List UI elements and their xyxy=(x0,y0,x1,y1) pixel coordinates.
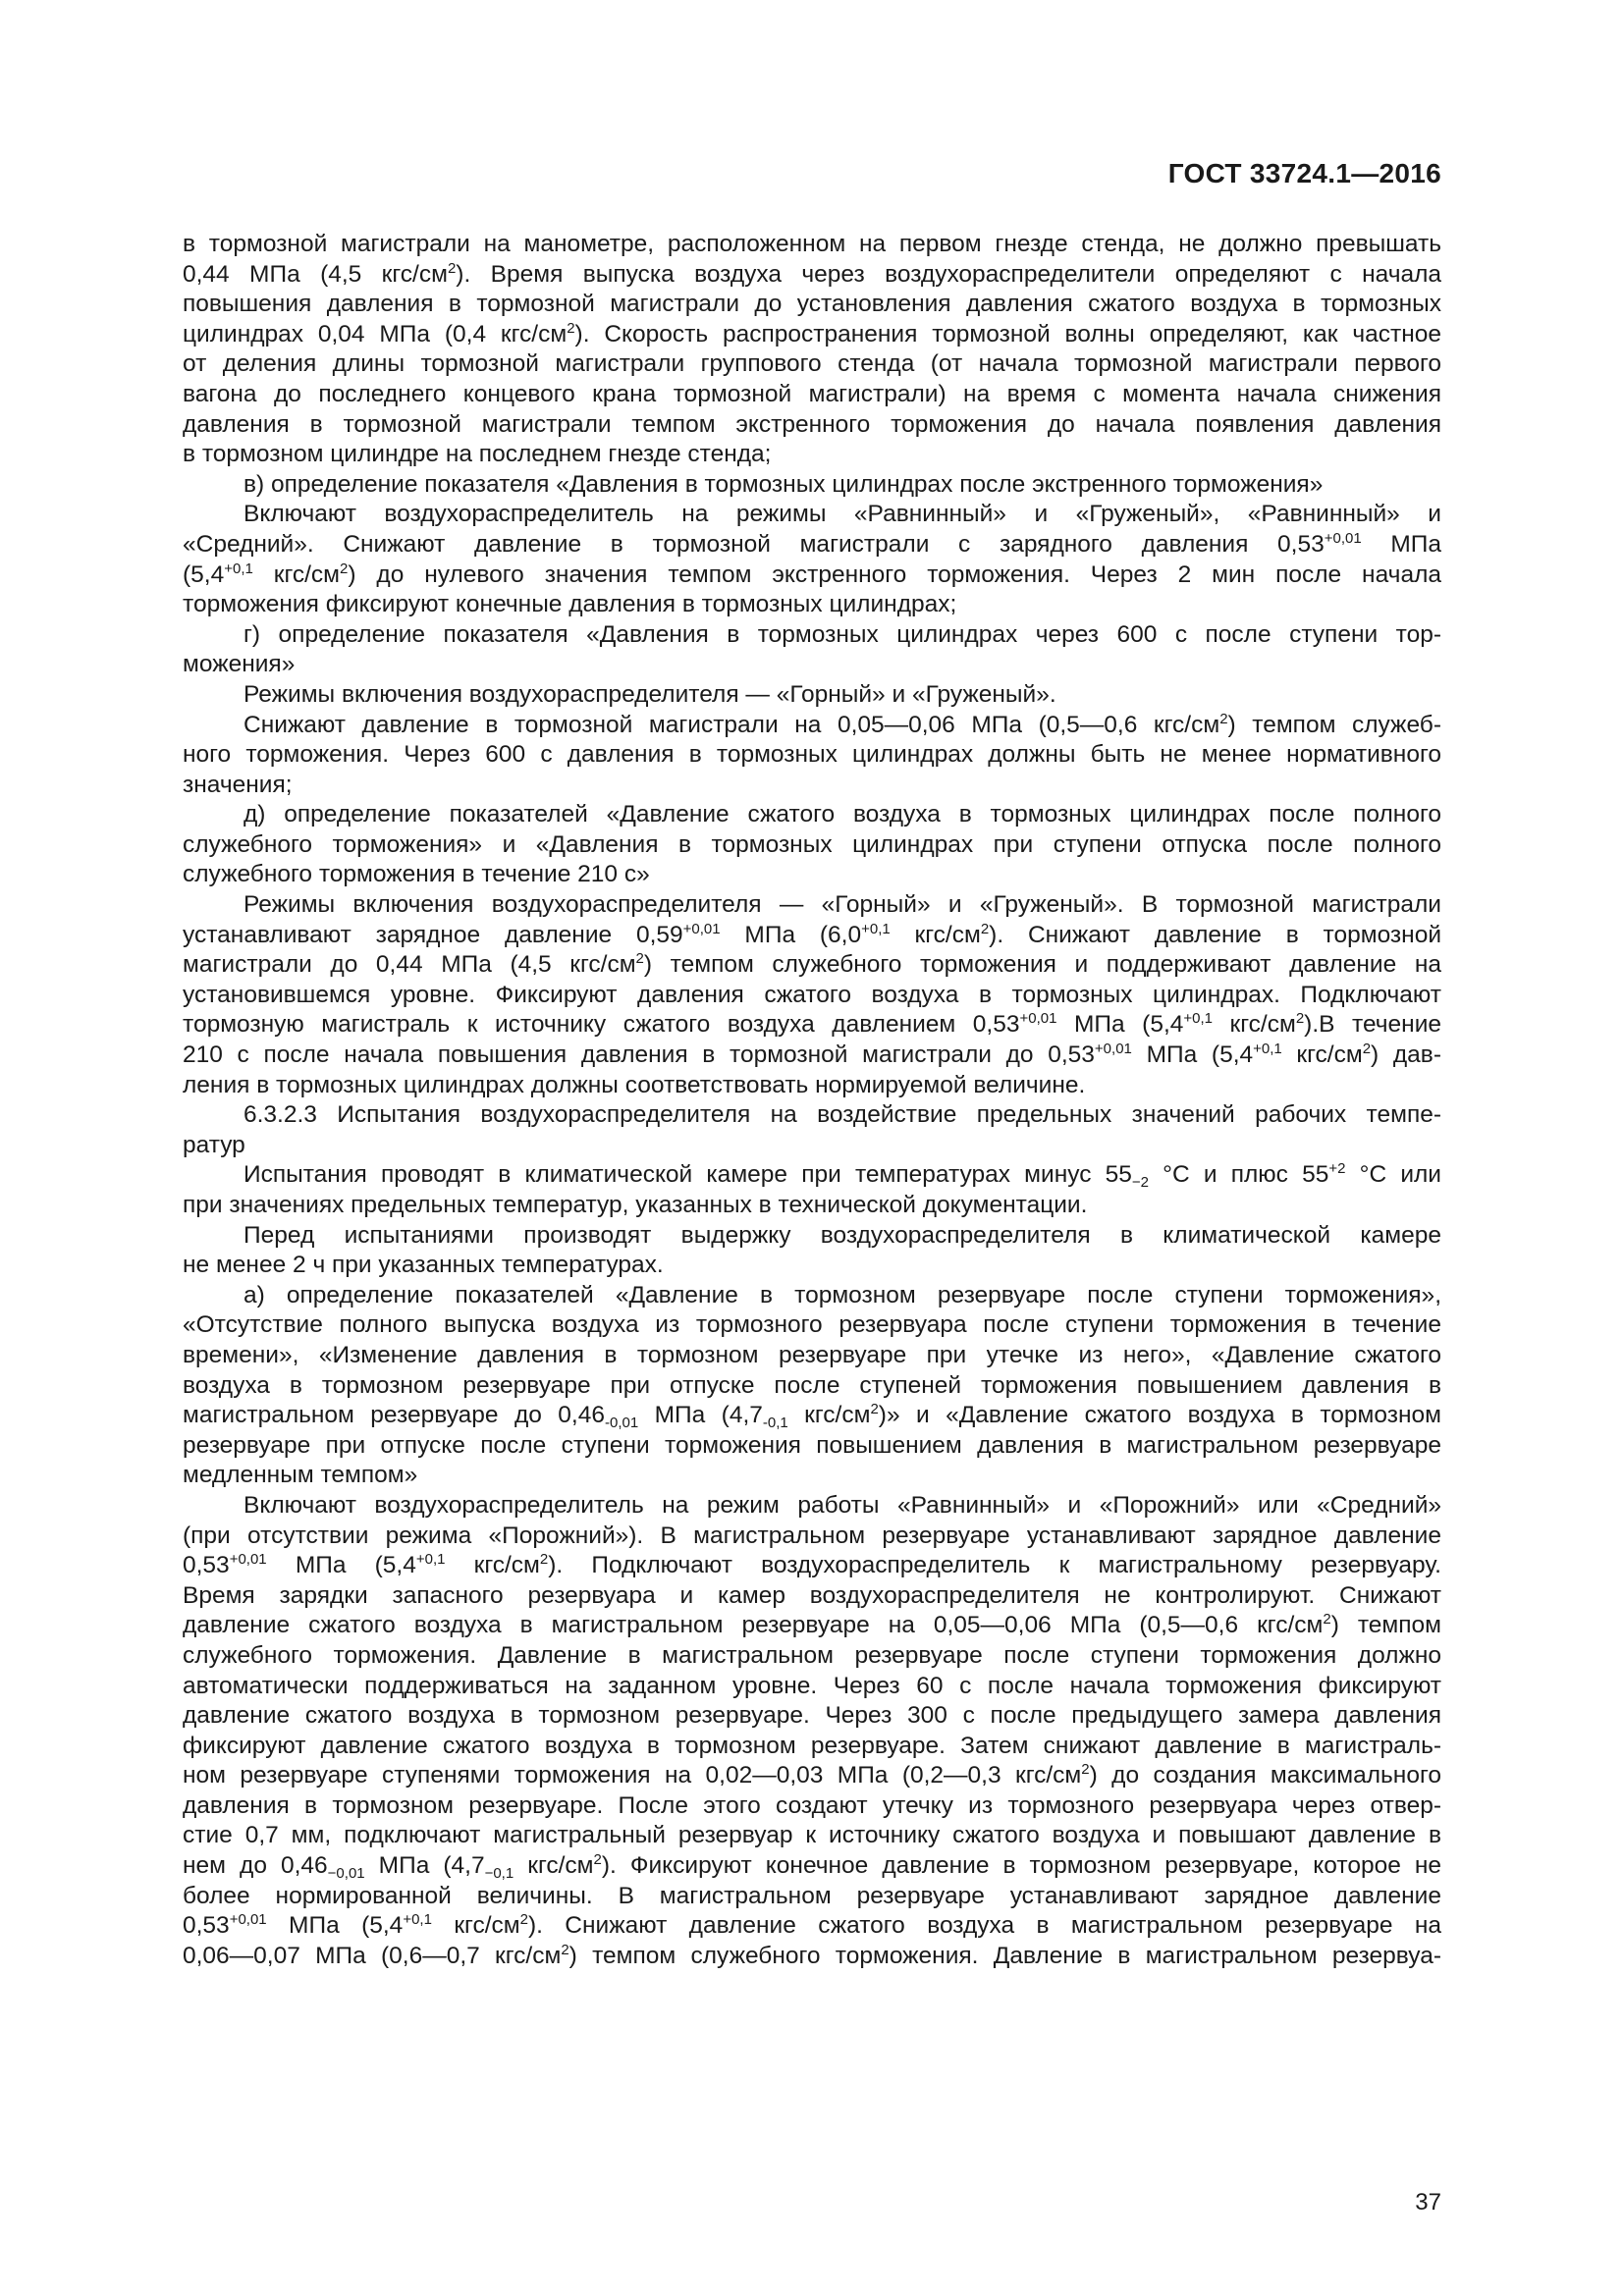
text-run: а) определение показателей «Давление в тормозном резервуаре после ступени торможения», xyxy=(243,1281,1441,1308)
text-run: «Средний». Снижают давление в тормозной магистрали с зарядного давления 0,53 xyxy=(183,530,1325,558)
text-run: Режимы включения воздухораспределителя — «Горный» и «Груженый». В тормозной магистрали xyxy=(243,891,1441,919)
text-run: МПа (5,4 xyxy=(1056,1011,1184,1039)
text-run: от деления длины тормозной магистрали группового стенда (от начала тормозной магистрали первого xyxy=(183,350,1441,378)
text-line xyxy=(183,1732,1441,1762)
text-run: значения; xyxy=(183,771,293,798)
text-run: кгс/см xyxy=(252,561,341,588)
superscript: +0,1 xyxy=(1183,1010,1214,1028)
text-run: ). Время выпуска воздуха через воздухораспределители определяют с начала xyxy=(456,260,1442,288)
text-line xyxy=(183,890,1441,921)
superscript: 2 xyxy=(539,1551,549,1569)
text-line xyxy=(183,230,1441,260)
text-line xyxy=(183,860,1441,890)
text-run: тормозную магистраль к источнику сжатого воздуха давлением 0,53 xyxy=(183,1011,1020,1039)
text-line xyxy=(183,1611,1441,1641)
text-run: Включают воздухораспределитель на режим работы «Равнинный» и «Порожний» или «Средний» xyxy=(243,1491,1441,1519)
text-line xyxy=(183,590,1441,620)
text-run: магистральном резервуаре до 0,46 xyxy=(183,1402,605,1429)
superscript: +0,01 xyxy=(1094,1041,1132,1058)
superscript: 2 xyxy=(1081,1761,1090,1779)
text-run: 0,53 xyxy=(183,1912,230,1940)
text-run: °С или xyxy=(1345,1161,1441,1189)
superscript: 2 xyxy=(1219,710,1228,727)
text-run: ) темпом xyxy=(1330,1612,1441,1639)
text-run: в тормозном цилиндре на последнем гнезде стенда; xyxy=(183,441,772,468)
text-run: 6.3.2.3 Испытания воздухораспределителя на воздействие предельных значений рабочих темпе- xyxy=(243,1101,1441,1129)
text-run: служебного торможения в течение 210 с» xyxy=(183,861,650,888)
superscript: +0,1 xyxy=(224,560,253,577)
text-run: установившемся уровне. Фиксируют давления сжатого воздуха в тормозных цилиндрах. Подключают xyxy=(183,981,1441,1008)
text-line xyxy=(183,740,1441,771)
text-run: ного торможения. Через 600 с давления в тормозных цилиндрах должны быть не менее нормативного xyxy=(183,741,1441,769)
text-line xyxy=(183,711,1441,741)
text-line xyxy=(183,470,1441,501)
text-run: устанавливают зарядное давление 0,59 xyxy=(183,921,683,948)
text-run: °С и плюс 55 xyxy=(1149,1161,1329,1189)
superscript: 2 xyxy=(519,1911,528,1929)
superscript: 2 xyxy=(870,1401,879,1418)
text-run: «Отсутствие полного выпуска воздуха из тормозного резервуара после ступени торможения в течение xyxy=(183,1311,1441,1339)
text-run: Снижают давление в тормозной магистрали на 0,05—0,06 МПа (0,5—0,6 кгс/см xyxy=(243,711,1220,738)
text-line xyxy=(183,1641,1441,1672)
text-run: МПа (4,7 xyxy=(364,1852,485,1880)
text-run: ном резервуаре ступенями торможения на 0,02—0,03 МПа (0,2—0,3 кгс/см xyxy=(183,1762,1082,1789)
text-line xyxy=(183,1041,1441,1071)
text-line xyxy=(183,921,1441,951)
subscript: −2 xyxy=(1131,1174,1149,1192)
text-run: МПа (5,4 xyxy=(1131,1041,1254,1069)
text-line xyxy=(183,1221,1441,1252)
subscript: −0,1 xyxy=(484,1865,514,1883)
text-run: в) определение показателя «Давления в тормозных цилиндрах после экстренного торможения» xyxy=(243,470,1324,498)
text-line xyxy=(183,1491,1441,1522)
text-run: времени», «Изменение давления в тормозном резервуаре при утечке из него», «Давление сжатого xyxy=(183,1341,1441,1368)
body-text xyxy=(183,230,1441,1971)
text-line xyxy=(183,981,1441,1011)
text-run: кгс/см xyxy=(1281,1041,1363,1069)
text-run: автоматически поддерживаться на заданном уровне. Через 60 с после начала торможения фиксируют xyxy=(183,1672,1441,1699)
text-line xyxy=(183,1851,1441,1882)
text-run: кгс/см xyxy=(890,921,981,948)
text-run: не менее 2 ч при указанных температурах. xyxy=(183,1252,664,1279)
text-line xyxy=(183,1942,1441,1972)
text-line xyxy=(183,1522,1441,1552)
text-run: можения» xyxy=(183,651,296,678)
text-line xyxy=(183,1251,1441,1281)
subscript: −0,01 xyxy=(327,1865,365,1883)
text-run: ) до нулевого значения темпом экстренного торможения. Через 2 мин после начала xyxy=(348,561,1441,588)
text-run: кгс/см xyxy=(431,1912,520,1940)
text-line xyxy=(183,1791,1441,1822)
text-line xyxy=(183,650,1441,680)
superscript: 2 xyxy=(1323,1611,1331,1629)
subscript: -0,1 xyxy=(762,1415,788,1432)
text-run: стие 0,7 мм, подключают магистральный резервуар к источнику сжатого воздуха и повышают давление в xyxy=(183,1822,1441,1849)
superscript: 2 xyxy=(1295,1010,1305,1028)
text-run: фиксируют давление сжатого воздуха в тормозном резервуаре. Затем снижают давление в магистраль- xyxy=(183,1732,1441,1759)
text-line xyxy=(183,260,1441,291)
superscript: 2 xyxy=(635,950,644,968)
text-run: МПа (4,7 xyxy=(638,1402,763,1429)
text-run: (5,4 xyxy=(183,561,225,588)
text-run: давление сжатого воздуха в магистральном резервуаре на 0,05—0,06 МПа (0,5—0,6 кгс/см xyxy=(183,1612,1324,1639)
superscript: +0,1 xyxy=(415,1551,446,1569)
text-run: ) темпом служебного торможения. Давление в магистральном резервуа- xyxy=(568,1942,1441,1969)
text-run: давления в тормозном резервуаре. После этого создают утечку из тормозного резервуара через отвер- xyxy=(183,1791,1441,1819)
superscript: 2 xyxy=(447,259,457,277)
text-line xyxy=(183,1551,1441,1581)
text-run: Включают воздухораспределитель на режимы «Равнинный» и «Груженый», «Равнинный» и xyxy=(243,501,1441,528)
text-line xyxy=(183,1461,1441,1491)
superscript: 2 xyxy=(1362,1041,1372,1058)
text-run: вагона до последнего концевого крана тормозной магистрали) на время с момента начала снижения xyxy=(183,380,1441,407)
text-run: торможения фиксируют конечные давления в тормозных цилиндрах; xyxy=(183,591,957,618)
superscript: 2 xyxy=(980,920,990,937)
text-run: 0,44 МПа (4,5 кгс/см xyxy=(183,260,448,288)
text-run: служебного торможения» и «Давления в тормозных цилиндрах при ступени отпуска после полного xyxy=(183,830,1441,858)
text-run: магистрали до 0,44 МПа (4,5 кгс/см xyxy=(183,951,636,979)
text-line xyxy=(183,1761,1441,1791)
superscript: +0,01 xyxy=(1019,1010,1057,1028)
superscript: +0,1 xyxy=(1253,1041,1282,1058)
text-run: г) определение показателя «Давления в тормозных цилиндрах через 600 с после ступени тор- xyxy=(243,620,1441,648)
text-run: кгс/см xyxy=(787,1402,871,1429)
text-run: МПа (6,0 xyxy=(720,921,862,948)
text-line xyxy=(183,410,1441,441)
superscript: +2 xyxy=(1328,1160,1346,1178)
text-run: кгс/см xyxy=(514,1852,594,1880)
text-run: ). Подключают воздухораспределитель к магистральному резервуару. xyxy=(548,1552,1441,1579)
text-line xyxy=(183,1341,1441,1371)
text-run: МПа (5,4 xyxy=(266,1912,404,1940)
text-run: ) дав- xyxy=(1371,1041,1441,1069)
text-run: МПа xyxy=(1361,530,1441,558)
text-run: (при отсутствии режима «Порожний»). В магистральном резервуаре устанавливают зарядное давление xyxy=(183,1522,1441,1549)
text-line xyxy=(183,1310,1441,1341)
superscript: +0,01 xyxy=(682,920,721,937)
text-run: медленным темпом» xyxy=(183,1462,418,1489)
text-line xyxy=(183,620,1441,651)
document-code: ГОСТ 33724.1—2016 xyxy=(1167,158,1441,188)
text-line xyxy=(183,561,1441,591)
text-line xyxy=(183,800,1441,830)
text-run: ратур xyxy=(183,1131,245,1158)
text-line xyxy=(183,440,1441,470)
page-number: 37 xyxy=(1415,2189,1441,2216)
text-run: нем до 0,46 xyxy=(183,1852,328,1880)
text-line xyxy=(183,1672,1441,1702)
text-line xyxy=(183,1821,1441,1851)
text-line xyxy=(183,500,1441,530)
text-run: более нормированной величины. В магистральном резервуаре устанавливают зарядное давление xyxy=(183,1882,1441,1909)
text-run: ). Снижают давление сжатого воздуха в магистральном резервуаре на xyxy=(527,1912,1442,1940)
text-line xyxy=(183,349,1441,380)
text-line xyxy=(183,1581,1441,1612)
text-line xyxy=(183,1882,1441,1912)
text-line xyxy=(183,1431,1441,1462)
text-run: служебного торможения. Давление в магистральном резервуаре после ступени торможения должно xyxy=(183,1641,1441,1669)
superscript: +0,1 xyxy=(403,1911,432,1929)
text-run: кгс/см xyxy=(445,1552,540,1579)
superscript: 2 xyxy=(340,560,349,577)
text-line xyxy=(183,830,1441,861)
text-run: ). Фиксируют конечное давление в тормозном резервуаре, которое не xyxy=(601,1852,1442,1880)
text-run: д) определение показателей «Давление сжатого воздуха в тормозных цилиндрах после полного xyxy=(243,801,1441,828)
text-line xyxy=(183,1701,1441,1732)
text-run: цилиндрах 0,04 МПа (0,4 кгс/см xyxy=(183,320,568,347)
text-line xyxy=(183,1071,1441,1101)
text-run: повышения давления в тормозной магистрали до установления давления сжатого воздуха в тормозных xyxy=(183,291,1441,318)
text-line xyxy=(183,1100,1441,1131)
text-run: воздуха в тормозном резервуаре при отпуске после ступеней торможения повышением давления в xyxy=(183,1371,1441,1399)
text-run: Режимы включения воздухораспределителя — «Горный» и «Груженый». xyxy=(243,680,1056,708)
text-run: давления в тормозной магистрали темпом экстренного торможения до начала появления давления xyxy=(183,410,1441,438)
text-run: кгс/см xyxy=(1213,1011,1296,1039)
text-line xyxy=(183,1191,1441,1221)
subscript: -0,01 xyxy=(604,1415,639,1432)
superscript: 2 xyxy=(561,1941,569,1958)
text-run: ).В течение xyxy=(1304,1011,1441,1039)
text-line xyxy=(183,1281,1441,1311)
superscript: 2 xyxy=(567,319,575,337)
superscript: +0,01 xyxy=(229,1551,267,1569)
text-run: ). Снижают давление в тормозной xyxy=(989,921,1442,948)
superscript: +0,01 xyxy=(229,1911,267,1929)
text-run: резервуаре при отпуске после ступени торможения повышением давления в магистральном резервуаре xyxy=(183,1431,1441,1459)
text-run: ления в тормозных цилиндрах должны соответствовать нормируемой величине. xyxy=(183,1071,1086,1098)
text-run: )» и «Давление сжатого воздуха в тормозном xyxy=(878,1402,1441,1429)
text-line xyxy=(183,380,1441,410)
text-line xyxy=(183,1371,1441,1402)
superscript: +0,01 xyxy=(1324,529,1362,547)
text-line xyxy=(183,1131,1441,1161)
text-line xyxy=(183,1401,1441,1431)
text-run: 0,53 xyxy=(183,1552,230,1579)
text-run: ) темпом служебного торможения и поддерживают давление на xyxy=(643,951,1441,979)
text-run: ) до создания максимального xyxy=(1089,1762,1441,1789)
text-run: Испытания проводят в климатической камере при температурах минус 55 xyxy=(243,1161,1132,1189)
text-line xyxy=(183,290,1441,320)
text-run: в тормозной магистрали на манометре, расположенном на первом гнезде стенда, не должно превышать xyxy=(183,231,1441,257)
text-line xyxy=(183,950,1441,981)
superscript: +0,1 xyxy=(861,920,891,937)
text-line xyxy=(183,530,1441,561)
text-run: при значениях предельных температур, указанных в технической документации. xyxy=(183,1192,1088,1218)
text-run: 210 с после начала повышения давления в тормозной магистрали до 0,53 xyxy=(183,1041,1095,1069)
text-run: МПа (5,4 xyxy=(266,1552,416,1579)
text-run: Перед испытаниями производят выдержку воздухораспределителя в климатической камере xyxy=(243,1221,1441,1249)
text-run: ) темпом служеб- xyxy=(1227,711,1441,738)
text-line xyxy=(183,1160,1441,1191)
text-line xyxy=(183,680,1441,711)
text-line xyxy=(183,1010,1441,1041)
text-run: 0,06—0,07 МПа (0,6—0,7 кгс/см xyxy=(183,1942,562,1969)
text-line xyxy=(183,320,1441,350)
text-run: давление сжатого воздуха в тормозном резервуаре. Через 300 с после предыдущего замера давления xyxy=(183,1702,1441,1730)
text-line xyxy=(183,1911,1441,1942)
superscript: 2 xyxy=(593,1851,602,1869)
text-run: Время зарядки запасного резервуара и камер воздухораспределителя не контролируют. Снижают xyxy=(183,1581,1441,1609)
text-line xyxy=(183,771,1441,801)
text-run: ). Скорость распространения тормозной волны определяют, как частное xyxy=(574,320,1441,347)
